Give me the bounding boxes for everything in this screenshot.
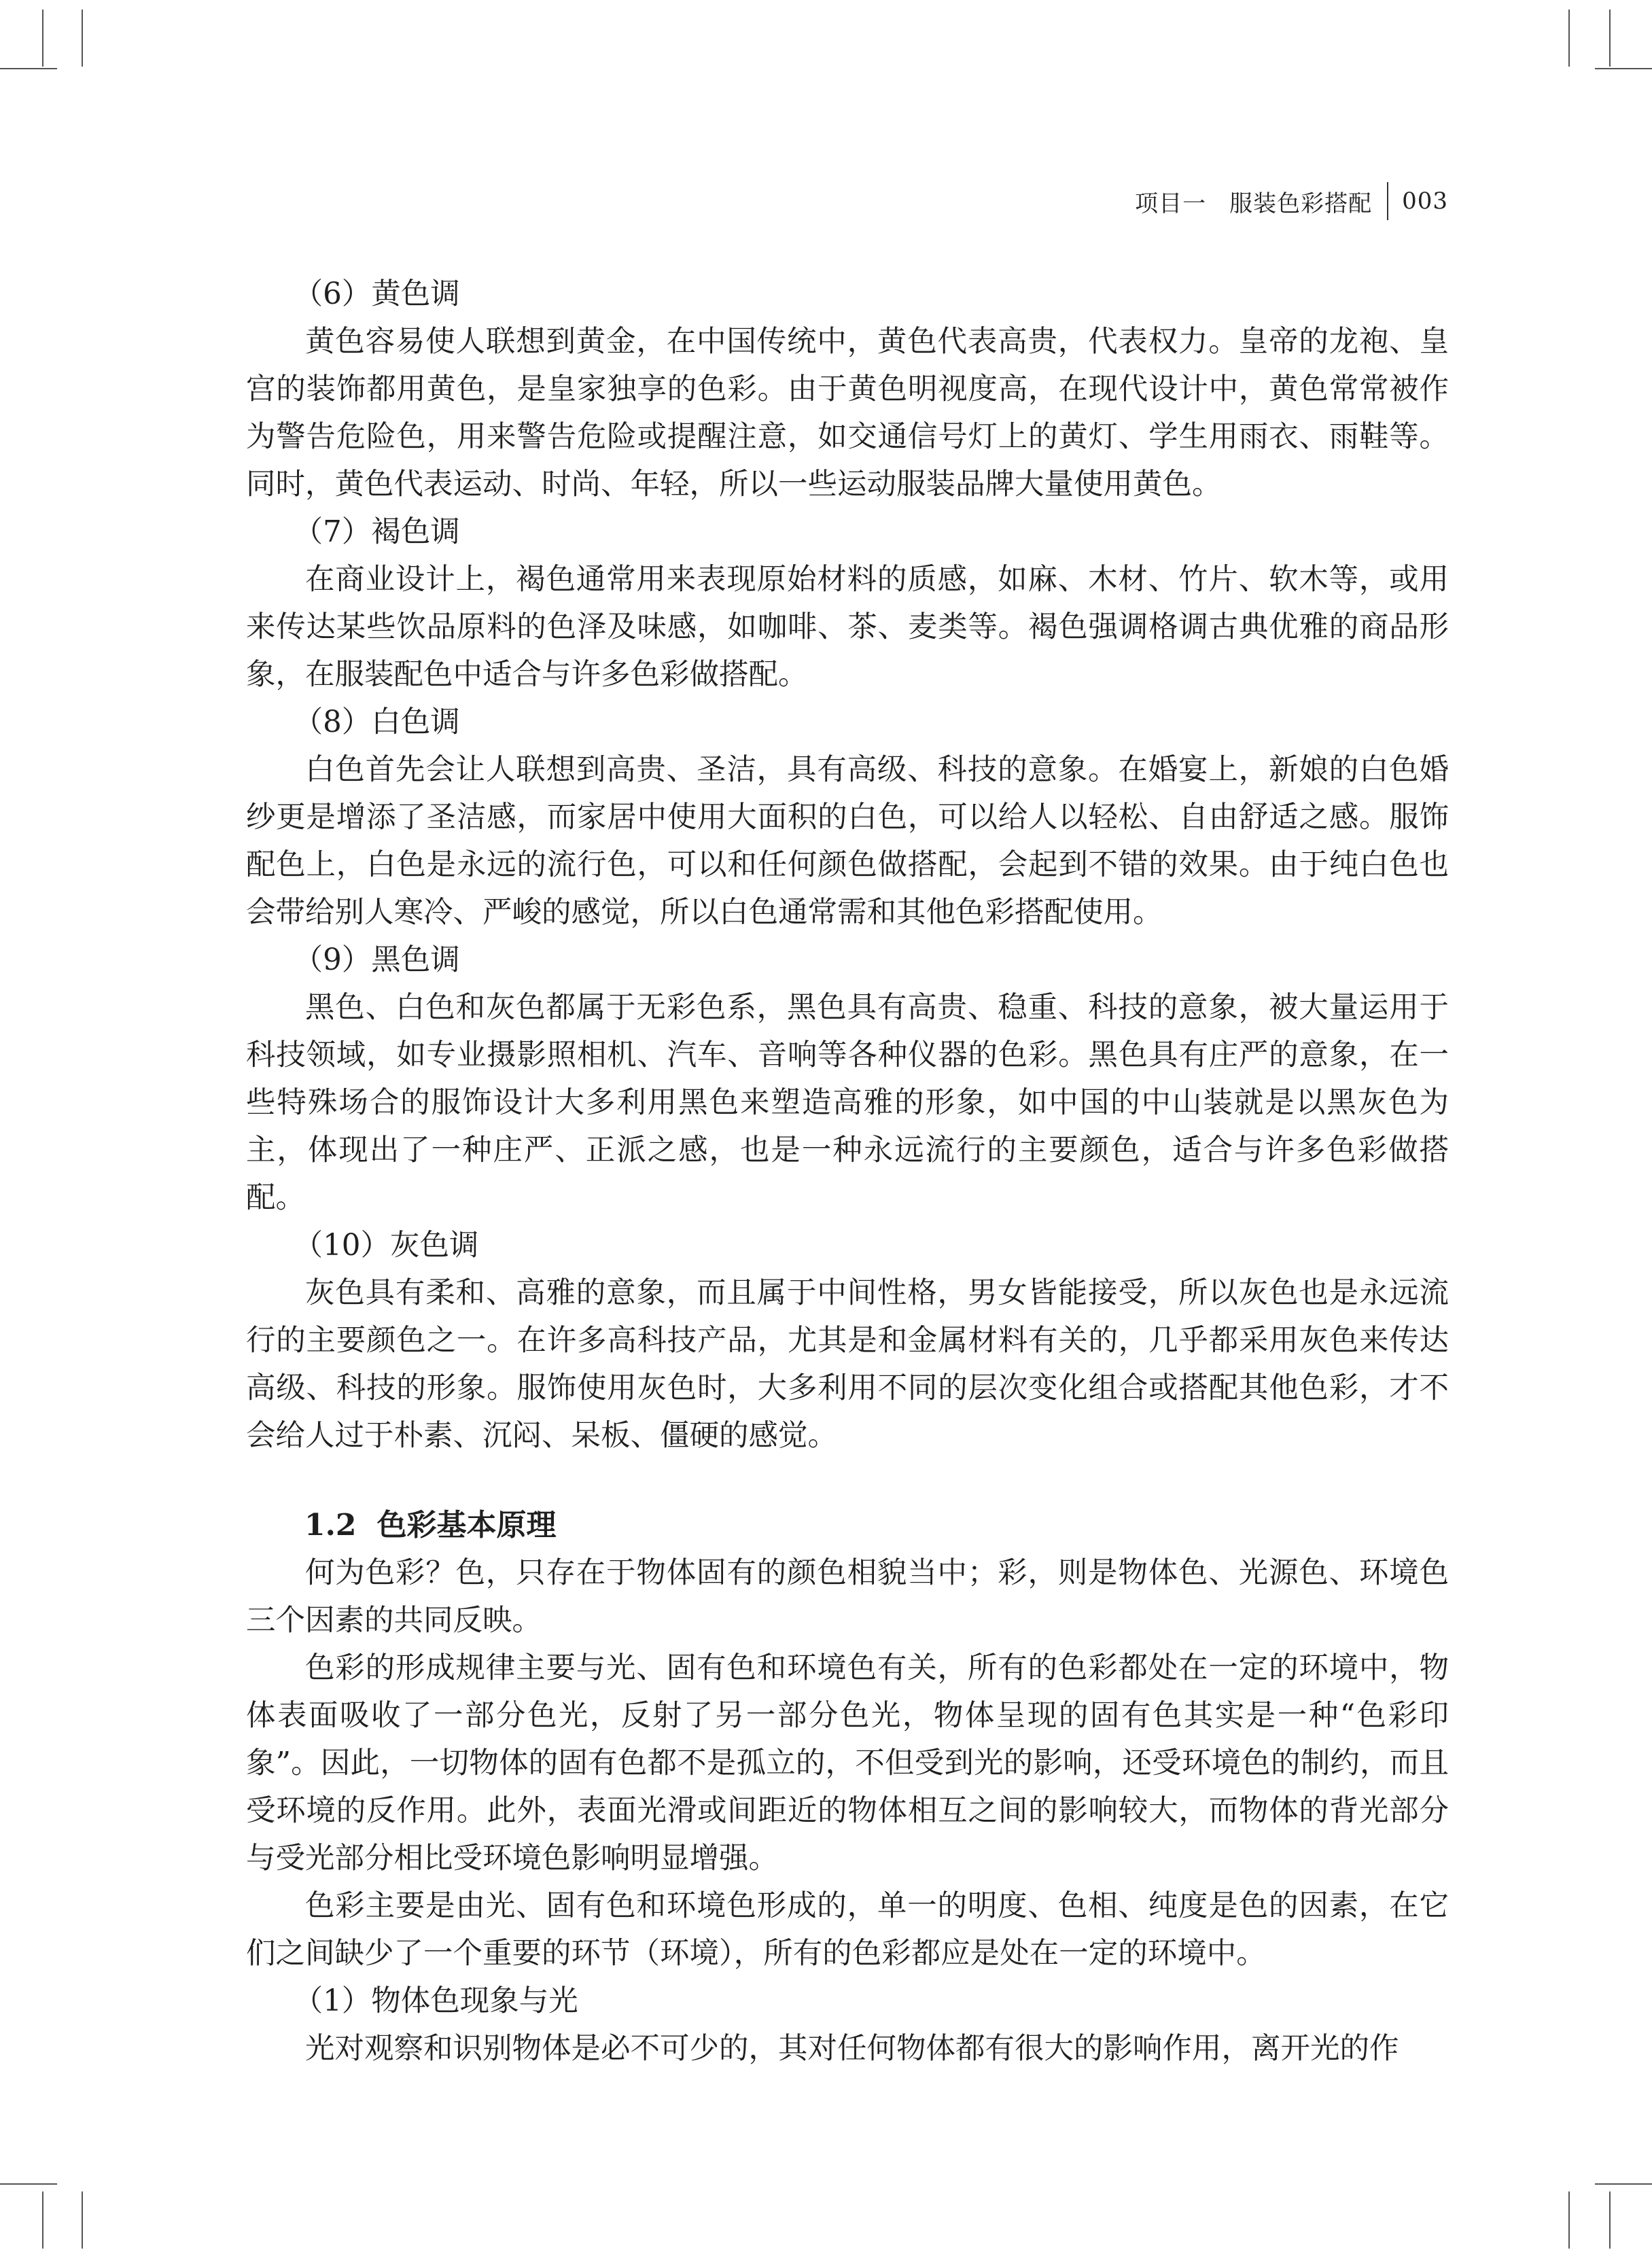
paragraph: 白色首先会让人联想到高贵、圣洁，具有高级、科技的意象。在婚宴上，新娘的白色婚纱更是增添了圣洁感，而家居中使用大面积的白色，可以给人以轻松、自由舒适之感。服饰配色上，白色是永远的流行色，可以和任何颜色做搭配，会起到不错的效果。由于纯白色也会带给别人寒冷、严峻的感觉，所以白色通常需和其他色彩搭配使用。: [246, 753, 1449, 930]
crop-mark: [42, 10, 43, 67]
header-title: 服装色彩搭配: [1229, 190, 1373, 217]
subsection-title: （6）黄色调: [293, 277, 460, 311]
crop-mark: [1568, 10, 1570, 67]
crop-mark: [1595, 68, 1652, 69]
page-number: 003: [1402, 188, 1448, 215]
crop-mark: [0, 68, 57, 69]
subsection-title: （8）白色调: [293, 705, 460, 739]
paragraph: 何为色彩？色，只存在于物体固有的颜色相貌当中；彩，则是物体色、光源色、环境色三个因素的共同反映。: [246, 1556, 1449, 1638]
paragraph: 在商业设计上，褐色通常用来表现原始材料的质感，如麻、木材、竹片、软木等，或用来传达某些饮品原料的色泽及味感，如咖啡、茶、麦类等。褐色强调格调古典优雅的商品形象，在服装配色中适合与许多色彩做搭配。: [246, 563, 1449, 692]
paragraph: 黑色、白色和灰色都属于无彩色系，黑色具有高贵、稳重、科技的意象，被大量运用于科技领域，如专业摄影照相机、汽车、音响等各种仪器的色彩。黑色具有庄严的意象，在一些特殊场合的服饰设计大多利用黑色来塑造高雅的形象，如中国的中山装就是以黑灰色为主，体现出了一种庄严、正派之感，也是一种永远流行的主要颜色，适合与许多色彩做搭配。: [246, 991, 1449, 1215]
section-title: 色彩基本原理: [376, 1508, 557, 1543]
crop-mark: [1568, 2191, 1570, 2249]
crop-mark: [1609, 10, 1611, 67]
subsection-title: （1）物体色现象与光: [293, 1984, 578, 2018]
header-section: 项目一: [1135, 190, 1207, 217]
crop-mark: [1595, 2183, 1652, 2185]
running-header: [1135, 182, 1448, 220]
paragraph: 色彩的形成规律主要与光、固有色和环境色有关，所有的色彩都处在一定的环境中，物体表面吸收了一部分色光，反射了另一部分色光，物体呈现的固有色其实是一种“色彩印象”。因此，一切物体的固有色都不是孤立的，不但受到光的影响，还受环境色的制约，而且受环境的反作用。此外，表面光滑或间距近的物体相互之间的影响较大，而物体的背光部分与受光部分相比受环境色影响明显增强。: [246, 1651, 1449, 1876]
crop-mark: [42, 2191, 43, 2249]
paragraph: 灰色具有柔和、高雅的意象，而且属于中间性格，男女皆能接受，所以灰色也是永远流行的主要颜色之一。在许多高科技产品，尤其是和金属材料有关的，几乎都采用灰色来传达高级、科技的形象。服饰使用灰色时，大多利用不同的层次变化组合或搭配其他色彩，才不会给人过于朴素、沉闷、呆板、僵硬的感觉。: [246, 1276, 1449, 1453]
page-body: [246, 270, 1449, 2073]
subsection-title: （9）黑色调: [293, 943, 460, 977]
paragraph: 黄色容易使人联想到黄金，在中国传统中，黄色代表高贵，代表权力。皇帝的龙袍、皇宫的装饰都用黄色，是皇家独享的色彩。由于黄色明视度高，在现代设计中，黄色常常被作为警告危险色，用来警告危险或提醒注意，如交通信号灯上的黄灯、学生用雨衣、雨鞋等。同时，黄色代表运动、时尚、年轻，所以一些运动服装品牌大量使用黄色。: [246, 325, 1449, 501]
section-number: 1.2: [304, 1508, 357, 1543]
crop-mark: [0, 2183, 57, 2185]
paragraph: 色彩主要是由光、固有色和环境色形成的，单一的明度、色相、纯度是色的因素，在它们之间缺少了一个重要的环节（环境），所有的色彩都应是处在一定的环境中。: [246, 1889, 1449, 1971]
header-divider: [1387, 182, 1388, 220]
crop-mark: [82, 2191, 83, 2249]
subsection-title: （10）灰色调: [293, 1229, 479, 1263]
subsection-title: （7）褐色调: [293, 515, 460, 549]
section-heading: [246, 1502, 1449, 1549]
crop-mark: [1609, 2191, 1611, 2249]
paragraph: 光对观察和识别物体是必不可少的，其对任何物体都有很大的影响作用，离开光的作: [305, 2032, 1399, 2066]
crop-mark: [82, 10, 83, 67]
